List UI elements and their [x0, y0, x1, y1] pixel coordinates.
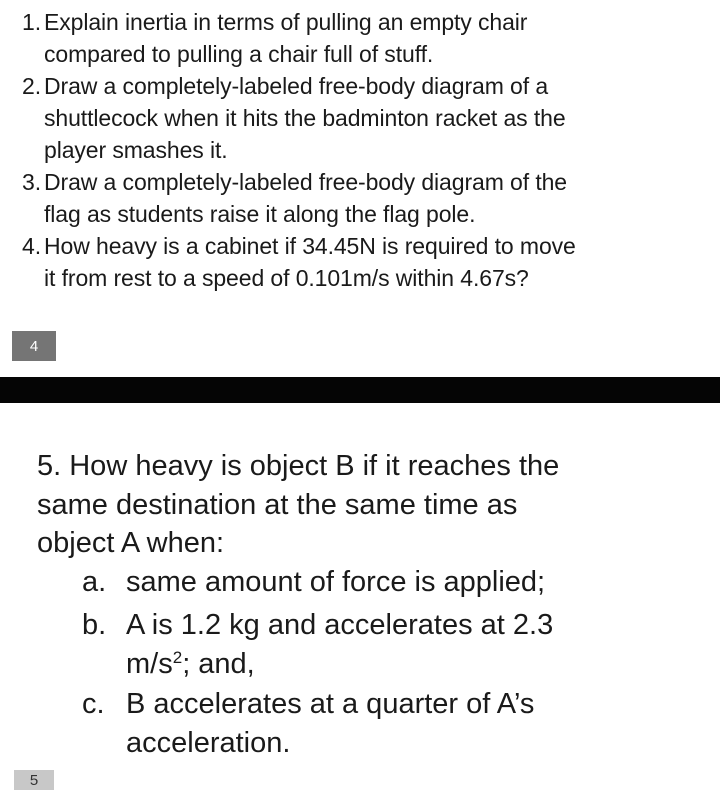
question-line: flag as students raise it along the flag pole.	[44, 201, 476, 227]
question-line: 5. How heavy is object B if it reaches the	[37, 450, 560, 482]
question-line: Draw a completely-labeled free-body diagram of the	[44, 169, 567, 195]
question-line: compared to pulling a chair full of stuff.	[44, 41, 434, 67]
question-line: shuttlecock when it hits the badminton racket as the	[44, 105, 566, 131]
sub-item-line-end: ; and,	[182, 647, 255, 680]
question-line: it from rest to a speed of 0.101m/s within 4.67s?	[44, 265, 529, 291]
unit-text: m/s	[126, 647, 173, 680]
sub-item-line: same amount of force is applied;	[126, 566, 546, 598]
question-5	[37, 447, 677, 563]
sub-item-a	[82, 563, 682, 602]
question-line: How heavy is a cabinet if 34.45N is required to move	[44, 233, 576, 259]
question-line: object A when:	[37, 527, 225, 559]
sub-item-line	[82, 645, 682, 684]
question-line: Explain inertia in terms of pulling an empty chair	[44, 9, 528, 35]
question-1	[22, 6, 702, 70]
sub-item-line: B accelerates at a quarter of A’s	[126, 688, 535, 720]
question-number: 2.	[22, 73, 41, 99]
question-3	[22, 166, 702, 230]
page-number-badge: 5	[14, 770, 54, 790]
sub-item-line: A is 1.2 kg and accelerates at 2.3	[126, 609, 554, 641]
sub-item-letter: a.	[82, 566, 107, 598]
sub-item-letter: b.	[82, 609, 107, 641]
sub-item-letter: c.	[82, 688, 105, 720]
page-divider	[0, 377, 720, 403]
superscript: 2	[172, 647, 183, 667]
question-line: player smashes it.	[44, 137, 228, 163]
sub-item-line: acceleration.	[126, 726, 291, 759]
question-number: 3.	[22, 169, 41, 195]
sub-item-b	[82, 606, 682, 683]
sub-item-c	[82, 685, 682, 762]
question-4	[22, 230, 702, 294]
question-number: 1.	[22, 9, 41, 35]
question-number: 4.	[22, 233, 41, 259]
question-line: Draw a completely-labeled free-body diagram of a	[44, 73, 549, 99]
question-line: same destination at the same time as	[37, 488, 518, 521]
page-number-badge: 4	[12, 331, 56, 361]
question-2	[22, 70, 702, 166]
